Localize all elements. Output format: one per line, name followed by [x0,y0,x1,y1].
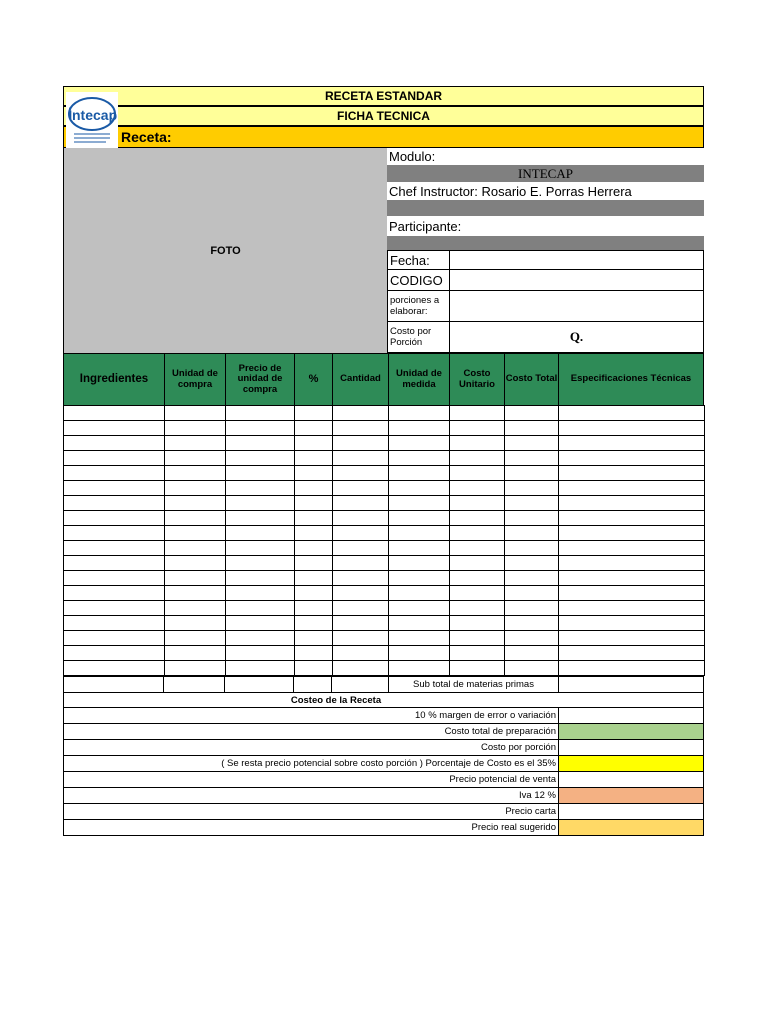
ingredient-cell[interactable] [389,631,450,646]
fecha-field[interactable] [449,250,704,270]
ingredient-cell[interactable] [450,496,505,511]
table-row [64,451,705,466]
ingredient-cell[interactable] [450,421,505,436]
ingredient-cell[interactable] [505,466,559,481]
ingredient-cell[interactable] [165,631,226,646]
col-porcentaje [294,353,333,406]
chef-instructor: Chef Instructor: Rosario E. Porras Herrera [389,183,632,199]
table-row [64,526,705,541]
ingredient-cell[interactable] [165,586,226,601]
ingredient-cell[interactable] [295,571,333,586]
ingredient-cell[interactable] [333,436,389,451]
ingredient-cell[interactable] [295,496,333,511]
subtotal-empty-2 [163,676,225,693]
subtotal-empty-5 [331,676,389,693]
table-row [64,481,705,496]
institution-name: INTECAP [518,165,573,181]
ingredient-cell[interactable] [389,511,450,526]
ingredient-cell[interactable] [333,406,389,421]
table-row [64,661,705,676]
ingredient-cell[interactable] [450,661,505,676]
ingredient-cell[interactable] [450,586,505,601]
ingredient-cell[interactable] [505,541,559,556]
costo-porcion-label-cell [387,321,450,353]
ingredient-cell[interactable] [333,511,389,526]
ingredient-cell[interactable] [559,556,705,571]
intecap-logo [66,92,118,148]
ingredient-cell[interactable] [389,526,450,541]
recipe-name-row[interactable] [63,126,704,148]
ingredient-cell[interactable] [559,631,705,646]
costo-porcion-label: Costo por Porción [390,326,432,348]
ingredient-cell[interactable] [226,481,295,496]
ingredient-cell[interactable] [333,451,389,466]
ingredients-header [63,353,704,406]
costing-label: Precio carta [63,803,559,820]
ingredient-cell[interactable] [333,421,389,436]
col-costo-unitario [449,353,505,406]
ingredient-cell[interactable] [226,616,295,631]
ingredient-cell[interactable] [226,646,295,661]
ingredient-cell[interactable] [295,586,333,601]
costing-value[interactable] [558,771,704,788]
ingredient-cell[interactable] [226,556,295,571]
ingredient-cell[interactable] [505,661,559,676]
ingredient-cell[interactable] [450,451,505,466]
table-row [64,616,705,631]
ingredient-cell[interactable] [389,406,450,421]
ingredient-cell[interactable] [333,661,389,676]
codigo-label-cell [387,269,450,291]
ingredient-cell[interactable] [165,616,226,631]
ingredient-cell[interactable] [505,511,559,526]
ingredient-cell[interactable] [226,571,295,586]
ingredient-cell[interactable] [64,556,165,571]
ingredient-cell[interactable] [450,646,505,661]
col-porcentaje-label: % [308,373,319,386]
costing-value[interactable] [558,723,704,740]
porciones-label-cell [387,290,450,322]
costing-value[interactable] [558,755,704,772]
ingredient-cell[interactable] [505,571,559,586]
ingredient-cell[interactable] [333,556,389,571]
ingredient-cell[interactable] [559,436,705,451]
ingredient-cell[interactable] [389,481,450,496]
costing-value[interactable] [558,787,704,804]
porciones-label: porciones a elaborar: [390,295,440,317]
ingredient-cell[interactable] [226,511,295,526]
ingredient-cell[interactable] [559,586,705,601]
grey-divider [387,200,704,216]
costeo-title-text: Costeo de la Receta [290,694,382,706]
table-row [64,421,705,436]
ingredient-cell[interactable] [64,601,165,616]
fecha-label-cell [387,250,450,270]
ingredient-cell[interactable] [505,421,559,436]
col-especificaciones-label: Especificaciones Técnicas [570,373,692,385]
costeo-title [63,692,704,708]
col-ingredientes [63,353,165,406]
col-costo-unitario-label: Costo Unitario [459,368,495,390]
ingredient-cell[interactable] [389,466,450,481]
ingredient-cell[interactable] [450,616,505,631]
svg-text:i: i [68,106,73,123]
ingredient-cell[interactable] [165,541,226,556]
table-row [64,631,705,646]
costo-porcion-field[interactable] [449,321,704,353]
ingredient-cell[interactable] [165,571,226,586]
ingredient-cell[interactable] [505,586,559,601]
costing-label: Costo total de preparación [63,723,559,740]
ingredient-cell[interactable] [295,541,333,556]
col-ingredientes-label: Ingredientes [79,373,149,386]
table-row [64,436,705,451]
ingredient-cell[interactable] [165,421,226,436]
ingredient-cell[interactable] [165,556,226,571]
subtotal-value[interactable] [558,676,704,693]
ingredient-cell[interactable] [389,556,450,571]
ingredient-cell[interactable] [295,556,333,571]
sheet-title [63,86,704,106]
ingredient-cell[interactable] [295,466,333,481]
ingredient-cell[interactable] [559,511,705,526]
ingredient-cell[interactable] [505,646,559,661]
ingredient-cell[interactable] [559,616,705,631]
sheet-subtitle-text: FICHA TECNICA [337,109,430,123]
ingredient-cell[interactable] [226,601,295,616]
col-especificaciones [558,353,704,406]
ingredient-cell[interactable] [333,631,389,646]
recipe-label: Receta: [121,129,172,145]
sheet-title-text: RECETA ESTANDAR [324,89,443,103]
ingredient-cell[interactable] [226,421,295,436]
ingredient-cell[interactable] [559,421,705,436]
ingredient-cell[interactable] [295,601,333,616]
ingredient-cell[interactable] [295,526,333,541]
ingredient-cell[interactable] [295,631,333,646]
ingredient-cell[interactable] [333,481,389,496]
ingredient-cell[interactable] [165,526,226,541]
costing-value[interactable] [558,707,704,724]
participante-row[interactable] [387,216,704,236]
ingredient-cell[interactable] [64,571,165,586]
ingredient-cell[interactable] [64,451,165,466]
ingredient-cell[interactable] [165,646,226,661]
ingredient-cell[interactable] [295,451,333,466]
ingredient-cell[interactable] [64,526,165,541]
ingredient-cell[interactable] [450,571,505,586]
recipe-sheet [63,86,704,835]
ingredient-cell[interactable] [64,481,165,496]
intecap-logo-icon [66,92,118,148]
ingredient-cell[interactable] [226,406,295,421]
col-costo-total-label: Costo Total [505,373,558,385]
ingredient-cell[interactable] [559,646,705,661]
modulo-row[interactable] [387,148,704,165]
ingredient-cell[interactable] [389,541,450,556]
ingredient-cell[interactable] [389,496,450,511]
ingredient-cell[interactable] [333,646,389,661]
ingredient-cell[interactable] [389,661,450,676]
col-costo-total [504,353,559,406]
grey-divider-2 [387,236,704,250]
ingredient-cell[interactable] [450,631,505,646]
table-row [64,586,705,601]
ingredient-cell[interactable] [505,601,559,616]
photo-placeholder[interactable] [63,148,387,353]
costing-label: 10 % margen de error o variación [63,707,559,724]
ingredient-cell[interactable] [450,541,505,556]
table-row [64,466,705,481]
participante-label: Participante: [389,218,462,234]
ingredient-cell[interactable] [333,571,389,586]
ingredient-cell[interactable] [333,601,389,616]
ingredient-cell[interactable] [333,586,389,601]
costing-label: Iva 12 % [63,787,559,804]
col-unidad-medida [388,353,450,406]
ingredient-cell[interactable] [226,466,295,481]
ingredient-cell[interactable] [450,481,505,496]
ingredient-cell[interactable] [64,421,165,436]
ingredient-cell[interactable] [559,451,705,466]
ingredient-cell[interactable] [389,586,450,601]
costing-label: Costo por porción [63,739,559,756]
ingredient-cell[interactable] [559,541,705,556]
ingredient-cell[interactable] [165,661,226,676]
costing-value[interactable] [558,739,704,756]
ingredient-cell[interactable] [450,556,505,571]
ingredient-cell[interactable] [450,436,505,451]
ingredient-cell[interactable] [559,406,705,421]
ingredient-cell[interactable] [226,661,295,676]
ingredient-cell[interactable] [64,466,165,481]
ingredient-cell[interactable] [389,436,450,451]
subtotal-empty-1 [63,676,164,693]
ingredient-cell[interactable] [226,631,295,646]
ingredient-cell[interactable] [295,646,333,661]
col-unidad-medida-label: Unidad de medida [396,368,442,390]
ingredient-cell[interactable] [295,616,333,631]
subtotal-empty-3 [224,676,294,693]
fecha-label: Fecha: [390,252,430,268]
ingredient-cell[interactable] [505,436,559,451]
ingredient-cell[interactable] [389,616,450,631]
costing-value[interactable] [558,819,704,836]
ingredient-cell[interactable] [226,541,295,556]
costing-value[interactable] [558,803,704,820]
ingredient-cell[interactable] [559,526,705,541]
ingredient-cell[interactable] [165,466,226,481]
ingredient-cell[interactable] [389,421,450,436]
codigo-label: CODIGO [390,272,443,288]
table-row [64,556,705,571]
table-row [64,406,705,421]
ingredient-cell[interactable] [559,601,705,616]
ingredient-cell[interactable] [165,601,226,616]
ingredient-cell[interactable] [64,436,165,451]
ingredient-cell[interactable] [165,511,226,526]
costing-label: ( Se resta precio potencial sobre costo porción ) Porcentaje de Costo es el 35% [63,755,559,772]
ingredient-cell[interactable] [64,586,165,601]
ingredient-cell[interactable] [165,496,226,511]
ingredient-cell[interactable] [450,406,505,421]
ingredient-cell[interactable] [64,511,165,526]
ingredient-cell[interactable] [389,601,450,616]
ingredient-cell[interactable] [165,481,226,496]
ingredient-cell[interactable] [333,616,389,631]
ingredient-cell[interactable] [165,406,226,421]
costing-label: Precio potencial de venta [63,771,559,788]
ingredient-cell[interactable] [295,436,333,451]
ingredient-cell[interactable] [505,556,559,571]
ingredient-cell[interactable] [226,496,295,511]
ingredient-cell[interactable] [295,481,333,496]
ingredient-cell[interactable] [226,526,295,541]
ingredient-cell[interactable] [505,526,559,541]
col-unidad-compra [164,353,226,406]
col-cantidad-label: Cantidad [340,373,381,385]
institution-row [387,165,704,182]
ingredient-cell[interactable] [450,526,505,541]
ingredient-cell[interactable] [165,436,226,451]
codigo-field[interactable] [449,269,704,291]
ingredient-cell[interactable] [333,496,389,511]
table-row [64,571,705,586]
col-unidad-compra-label: Unidad de compra [172,368,218,390]
ingredient-cell[interactable] [389,451,450,466]
table-row [64,646,705,661]
modulo-label: Modulo: [389,149,436,164]
col-precio-unidad [225,353,295,406]
costing-label: Precio real sugerido [63,819,559,836]
ingredient-cell[interactable] [64,406,165,421]
ingredient-cell[interactable] [64,496,165,511]
costo-porcion-value: Q. [569,329,584,344]
ingredient-cell[interactable] [226,436,295,451]
ingredient-cell[interactable] [505,631,559,646]
table-row [64,601,705,616]
ingredient-cell[interactable] [505,496,559,511]
subtotal-empty-4 [293,676,332,693]
photo-label: FOTO [210,244,241,257]
table-row [64,511,705,526]
ingredient-cell[interactable] [559,496,705,511]
ingredient-cell[interactable] [64,541,165,556]
ingredient-cell[interactable] [559,571,705,586]
col-cantidad [332,353,389,406]
ingredient-cell[interactable] [505,481,559,496]
ingredient-cell[interactable] [505,451,559,466]
ingredient-cell[interactable] [295,511,333,526]
ingredient-cell[interactable] [450,466,505,481]
col-precio-unidad-label: Precio de unidad de compra [237,362,283,395]
ingredient-cell[interactable] [559,466,705,481]
subtotal-label-cell [388,676,559,693]
ingredient-cell[interactable] [64,661,165,676]
ingredient-cell[interactable] [226,586,295,601]
porciones-field[interactable] [449,290,704,322]
ingredient-cell[interactable] [559,481,705,496]
ingredients-table [63,405,705,676]
ingredient-cell[interactable] [450,511,505,526]
ingredient-cell[interactable] [165,451,226,466]
ingredient-cell[interactable] [389,646,450,661]
svg-text:ntecap: ntecap [72,107,118,123]
ingredient-cell[interactable] [64,646,165,661]
ingredient-cell[interactable] [333,526,389,541]
ingredient-cell[interactable] [64,631,165,646]
ingredient-cell[interactable] [505,406,559,421]
ingredient-cell[interactable] [226,451,295,466]
ingredient-cell[interactable] [505,616,559,631]
ingredient-cell[interactable] [333,466,389,481]
ingredient-cell[interactable] [295,661,333,676]
sheet-subtitle [63,106,704,126]
ingredient-cell[interactable] [295,406,333,421]
subtotal-label: Sub total de materias primas [413,679,534,690]
ingredient-cell[interactable] [64,616,165,631]
table-row [64,541,705,556]
chef-row [387,182,704,200]
table-row [64,496,705,511]
ingredient-cell[interactable] [333,541,389,556]
ingredient-cell[interactable] [559,661,705,676]
ingredient-cell[interactable] [295,421,333,436]
ingredient-cell[interactable] [450,601,505,616]
ingredient-cell[interactable] [389,571,450,586]
